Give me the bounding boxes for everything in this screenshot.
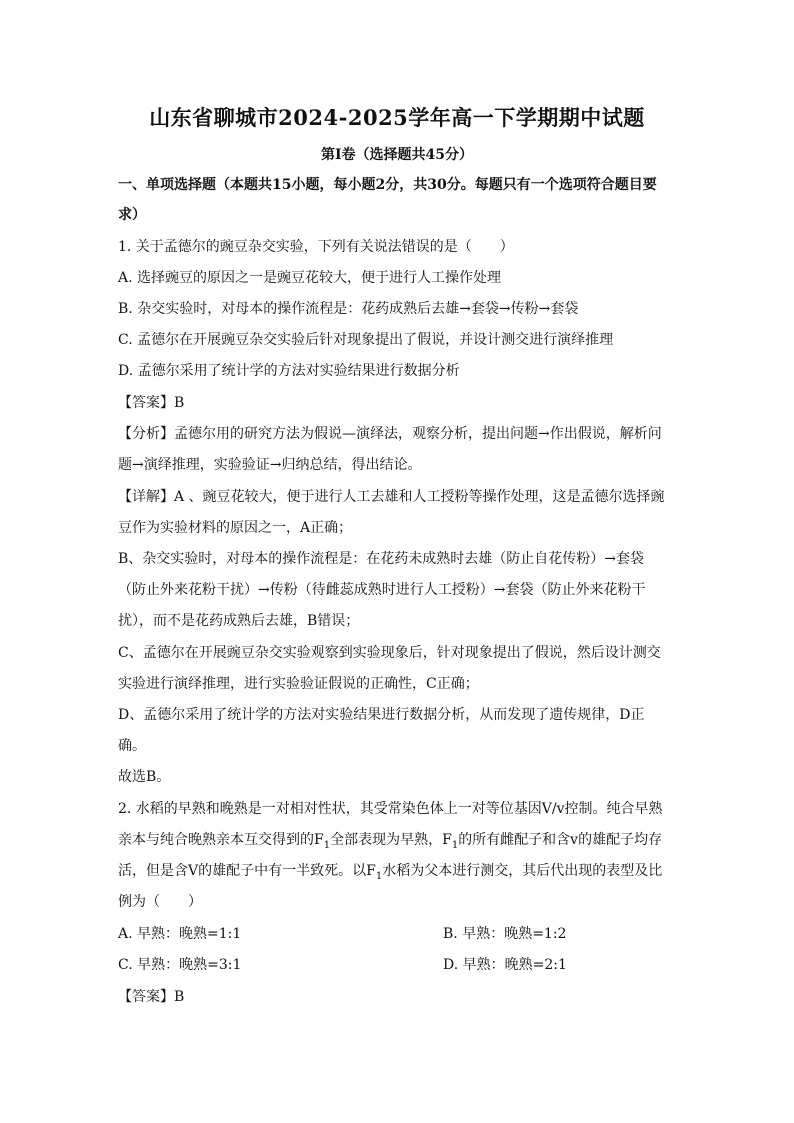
q2-option-b: B. 早熟：晚熟=1:2 <box>443 926 567 942</box>
q2-text: 亲本与纯合晚熟亲本互交得到的F <box>118 832 324 848</box>
q1-option-b: B. 杂交实验时，对母本的操作流程是：花药成熟后去雄→套袋→传粉→套袋 <box>118 301 579 317</box>
q1-analysis-line2: 题→演绎推理，实验验证→归纳总结，得出结论。 <box>118 457 422 473</box>
q1-option-d: D. 孟德尔采用了统计学的方法对实验结果进行数据分析 <box>118 363 460 379</box>
q1-detail-line8: D、孟德尔采用了统计学的方法对实验结果进行数据分析，从而发现了遗传规律，D正 <box>118 707 645 723</box>
q1-detail-line3: B、杂交实验时，对母本的操作流程是：在花药未成熟时去雄（防止自花传粉）→套袋 <box>118 551 645 567</box>
q1-detail-line6: C、孟德尔在开展豌豆杂交实验观察到实验现象后，针对现象提出了假说，然后设计测交 <box>118 645 661 661</box>
page-subtitle: 第Ⅰ卷（选择题共45分） <box>320 147 474 163</box>
q2-answer: 【答案】B <box>118 989 185 1005</box>
subscript: 1 <box>375 870 383 882</box>
q1-detail-line7: 实验进行演绎推理，进行实验验证假说的正确性，C正确； <box>118 676 479 692</box>
q1-detail-line1: 【详解】A 、豌豆花较大，便于进行人工去雄和人工授粉等操作处理，这是孟德尔选择豌 <box>118 489 665 505</box>
q2-text: 水稻为父本进行测交，其后代出现的表型及比 <box>382 863 663 879</box>
q2-stem-line4: 例为（ ） <box>118 894 202 910</box>
section-heading-line2: 求） <box>118 207 146 223</box>
q1-detail-line5: 扰），而不是花药成熟后去雄，B错误； <box>118 613 360 629</box>
subscript: 1 <box>451 839 459 851</box>
q1-detail-line9: 确。 <box>118 738 146 754</box>
q1-detail-line4: （防止外来花粉干扰）→传粉（待雌蕊成熟时进行人工授粉）→套袋（防止外来花粉干 <box>118 582 646 598</box>
q1-analysis-line1: 【分析】孟德尔用的研究方法为假说—演绎法，观察分析，提出问题→作出假说，解析问 <box>118 426 662 442</box>
q1-stem: 1. 关于孟德尔的豌豆杂交实验，下列有关说法错误的是（ ） <box>118 239 514 255</box>
subscript: 1 <box>323 839 331 851</box>
q2-stem-line1: 2. 水稻的早熟和晚熟是一对相对性状，其受常染色体上一对等位基因V/v控制。纯合早熟 <box>118 801 663 817</box>
q1-option-c: C. 孟德尔在开展豌豆杂交实验后针对现象提出了假说，并设计测交进行演绎推理 <box>118 332 614 348</box>
q2-option-a: A. 早熟：晚熟=1:1 <box>118 926 242 942</box>
q2-option-c: C. 早熟：晚熟=3:1 <box>118 957 242 973</box>
q2-stem-line2 <box>118 830 688 856</box>
q2-text: 的所有雌配子和含v的雄配子均存 <box>458 832 663 848</box>
q2-option-d: D. 早熟：晚熟=2:1 <box>443 957 567 973</box>
page-title: 山东省聊城市2024-2025学年高一下学期期中试题 <box>149 105 645 130</box>
q1-conclusion: 故选B。 <box>118 769 171 785</box>
q2-text: 全部表现为早熟，F <box>330 832 452 848</box>
q2-stem-line3 <box>118 861 688 887</box>
q1-option-a: A. 选择豌豆的原因之一是豌豆花较大，便于进行人工操作处理 <box>118 270 502 286</box>
section-heading-line1: 一、单项选择题（本题共15小题，每小题2分，共30分。每题只有一个选项符合题目要 <box>118 177 657 193</box>
q2-text: 活，但是含V的雄配子中有一半致死。以F <box>118 863 376 879</box>
q1-detail-line2: 豆作为实验材料的原因之一，A正确； <box>118 520 353 536</box>
q1-answer: 【答案】B <box>118 395 185 411</box>
